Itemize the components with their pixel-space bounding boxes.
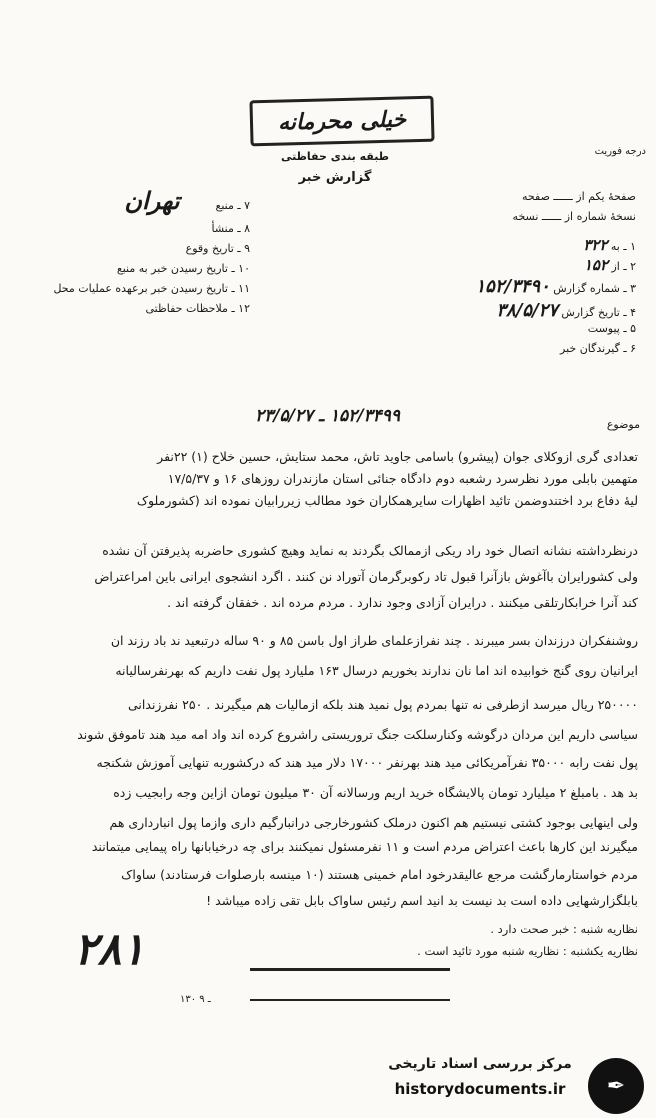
field-value: از ــــــ صفحه — [522, 190, 585, 203]
note-saturday: نظاریه شنبه : خبر صحت دارد . — [490, 922, 638, 936]
field-report-date — [396, 300, 636, 321]
field-origin: ۸ ـ منشأ — [211, 222, 250, 235]
field-recipients: ۶ ـ گیرندگان خبر — [560, 342, 636, 355]
body-line: میگیرند این کارها باعث اعتراض مردم است و ۱۱ نفرمسئول نمیکنند برای چه درخیابانها راه پیمایی میتمانند — [91, 839, 638, 854]
field-value: از ــــــ نسخه — [512, 210, 574, 223]
body-line: لیهٔ دفاع برد اختندوضمن تائید اظهارات سایرهمکاران خود مطالب زیررابیان نموده اند (کشورملوک — [136, 493, 638, 508]
body-line: سیاسی داریم این مردان درگوشه وکنارسلکت جنگ تروریستی راشروع کرده اند واد امه مید هند تاموفق شوند — [77, 727, 638, 742]
field-page — [396, 190, 636, 203]
field-label: ۲ ـ از — [611, 260, 636, 273]
field-value: ۱۵۲ — [583, 256, 608, 274]
field-value: ۳۲۲ — [583, 236, 608, 254]
field-label: ۷ ـ منبع — [215, 199, 250, 212]
signature-code: ۱۳۰ ـ ۹ — [180, 994, 211, 1005]
field-news-to-source-date: ۱۰ ـ تاریخ رسیدن خبر به منبع — [116, 262, 250, 275]
body-line: کند آنرا خرابکارتلقی میکنند . درایران آزادی وجود ندارد . مردم مرده اند . خفقان گرفته اند . — [167, 595, 638, 610]
watermark-title: مرکز بررسی اسناد تاریخی — [388, 1056, 572, 1072]
field-source — [20, 186, 250, 215]
body-line: درنظرداشته نشانه اتصال خود راد ریکی ازممالک بگردند به نماید وهیچ کشوری حاضربه پذیرفتن آن نشده — [102, 543, 638, 558]
body-line: ایرانیان روی گنج خوابیده اند اما نان ندارند بخوریم درسال ۱۶۳ ملیارد پول نفت داریم که بهرنفرسالیانه — [115, 663, 638, 678]
subject-value: ۱۵۲/۳۴۹۹ ـ ۲۳/۵/۲۷ — [254, 406, 400, 426]
body-line: بد هد . بامبلغ ۲ میلیارد تومان پالایشگاه خرید اریم ورسالانه آن ۳۰ میلیون تومان ازاین وجه رابجیب زده — [113, 785, 638, 800]
signature-scribble — [250, 968, 450, 1001]
field-report-number — [396, 276, 636, 297]
classification-label: طبقه بندی حفاظتی — [280, 150, 390, 163]
archive-logo-icon: ✒ — [588, 1058, 644, 1114]
field-label: ۴ ـ تاریخ گزارش — [561, 306, 636, 319]
body-line: ۲۵۰۰۰۰ ریال میرسد ازطرفی نه تنها بمردم پول نمید هند بلکه ازمالیات هم میگیرند . ۲۵۰ نفرزندانی — [128, 697, 638, 712]
body-line: متهمین بابلی مورد نظرسرد رشعبه دوم دادگاه جنائی استان مازندران روزهای ۱۶ و ۱۷/۵/۳۷ — [167, 471, 638, 486]
body-line: پول نفت رابه ۳۵۰۰۰ نفرآمریکائی مید هند بهرنفر ۱۷۰۰۰ دلار مید هند که درکشوربه تنهایی آموزش شکنجه — [96, 755, 638, 770]
body-line: ولی کشورایران باآغوش بازآنرا قبول تاد رکوبرگرمان آتوراد نن کنند . اگرد انشجوی ایرانی باین امراعتراض — [94, 569, 638, 584]
field-from — [396, 256, 636, 274]
classification-stamp: خیلی محرمانه — [249, 96, 434, 147]
field-security-notes: ۱۲ ـ ملاحظات حفاظتی — [145, 302, 250, 315]
watermark-url: historydocuments.ir — [394, 1080, 566, 1098]
body-line: ولی اینهایی بوجود کشتی نیستیم هم اکنون درملک کشورخارجی درانبارگیم داری وازما پول انبارداری هم — [109, 815, 638, 830]
page-number: ۲۸۱ — [74, 924, 145, 975]
field-label: ۱ ـ به — [610, 240, 636, 253]
field-handwritten-value: تهران — [124, 186, 180, 215]
field-label: ۳ ـ شماره گزارش — [553, 282, 636, 295]
field-value: ۱۵۲/۳۴۹۰ — [475, 276, 550, 297]
field-attachment: ۵ ـ پیوست — [587, 322, 636, 335]
field-value: ۳۸/۵/۲۷ — [496, 300, 558, 321]
subject-label: موضوع — [606, 418, 640, 431]
report-type-title: گزارش خبر — [298, 170, 372, 185]
note-sunday: نظاریه یکشنبه : نظاریه شنبه مورد تائید است . — [417, 944, 638, 958]
field-label: صفحهٔ یکم — [588, 190, 636, 203]
field-to — [396, 236, 636, 254]
body-line: روشنفکران درزندان بسر میبرند . چند نفرازعلمای طراز اول باسن ۸۵ و ۹۰ ساله درتبعید ند باد رزند ان — [110, 633, 638, 648]
field-news-to-operations-date: ۱۱ ـ تاریخ رسیدن خبر برعهده عملیات محل — [53, 282, 250, 295]
field-event-date: ۹ ـ تاریخ وقوع — [185, 242, 250, 255]
field-label: نسخهٔ شماره — [576, 210, 636, 223]
body-line: بابلگزارشهایی داده است بد نیست بد انید اسم رئیس ساواک بابل تقی زاده میباشد ! — [206, 893, 638, 908]
body-line: مردم خواستارمارگشت مرجع عالیقدرخود امام خمینی هستند (۱۰ مینسه بارصلوات فرستادند) ساواک — [121, 867, 638, 882]
urgency-label: درجه فوریت — [594, 146, 646, 157]
field-copy-number — [396, 210, 636, 223]
body-line: تعدادی گری ازوکلای جوان (پیشرو) باسامی جاوید تاش، محمد ستایش، حسین خلاح (۱) ۲۲نفر — [157, 449, 638, 464]
